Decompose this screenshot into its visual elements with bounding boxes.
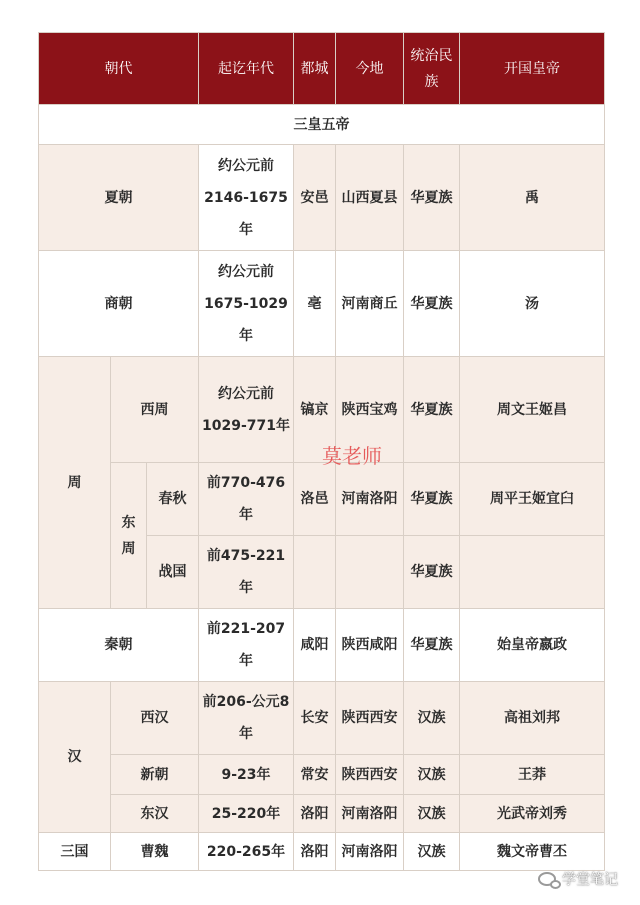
capital-cell: 安邑 [294,145,336,251]
years-cell: 约公元前1675-1029年 [199,251,294,357]
sub-dynasty-name: 曹魏 [111,833,199,871]
years-cell: 约公元前2146-1675年 [199,145,294,251]
ethnic-cell: 华夏族 [404,357,460,463]
table-row [39,609,605,682]
capital-cell: 镐京 [294,357,336,463]
sub-dynasty-name: 东周 [111,463,147,609]
table-row [39,251,605,357]
wechat-icon [538,872,556,886]
years-cell: 前475-221年 [199,536,294,609]
sub-dynasty-name: 新朝 [111,755,199,795]
dynasty-name: 夏朝 [39,145,199,251]
years-cell: 约公元前1029-771年 [199,357,294,463]
section-row [39,105,605,145]
account-footer [538,869,618,889]
ethnic-cell: 华夏族 [404,609,460,682]
founder-cell: 汤 [460,251,605,357]
ethnic-cell: 华夏族 [404,145,460,251]
capital-cell: 咸阳 [294,609,336,682]
header-capital: 都城 [294,33,336,105]
account-name: 学堂笔记 [562,872,618,888]
capital-cell [294,536,336,609]
header-place: 今地 [336,33,404,105]
watermark-text: 莫老师 [322,444,382,468]
place-cell: 陕西西安 [336,755,404,795]
capital-cell: 洛阳 [294,833,336,871]
ethnic-cell: 华夏族 [404,463,460,536]
founder-cell [460,536,605,609]
header-founder: 开国皇帝 [460,33,605,105]
place-cell: 河南洛阳 [336,833,404,871]
founder-cell: 始皇帝嬴政 [460,609,605,682]
years-cell: 9-23年 [199,755,294,795]
place-cell: 河南洛阳 [336,463,404,536]
dynasty-name: 周 [39,357,111,609]
table-row [39,682,605,755]
header-years: 起讫年代 [199,33,294,105]
place-cell: 陕西咸阳 [336,609,404,682]
section-title: 三皇五帝 [39,105,605,145]
ethnic-cell: 汉族 [404,795,460,833]
sub-dynasty-name: 战国 [147,536,199,609]
header-row [39,33,605,105]
capital-cell: 常安 [294,755,336,795]
ethnic-cell: 华夏族 [404,251,460,357]
founder-cell: 高祖刘邦 [460,682,605,755]
capital-cell: 洛阳 [294,795,336,833]
dynasty-name: 商朝 [39,251,199,357]
dynasty-name: 秦朝 [39,609,199,682]
years-cell: 前770-476年 [199,463,294,536]
years-cell: 25-220年 [199,795,294,833]
ethnic-cell: 汉族 [404,682,460,755]
sub-dynasty-name: 春秋 [147,463,199,536]
years-cell: 220-265年 [199,833,294,871]
table-row [39,463,605,536]
sub-dynasty-name: 西汉 [111,682,199,755]
header-dynasty: 朝代 [39,33,199,105]
table-row [39,145,605,251]
dynasty-name: 汉 [39,682,111,833]
founder-cell: 光武帝刘秀 [460,795,605,833]
ethnic-cell: 华夏族 [404,536,460,609]
years-cell: 前206-公元8年 [199,682,294,755]
header-ethnic: 统治民族 [404,33,460,105]
sub-dynasty-name: 西周 [111,357,199,463]
dynasty-name: 三国 [39,833,111,871]
capital-cell: 亳 [294,251,336,357]
ethnic-cell: 汉族 [404,755,460,795]
founder-cell: 周平王姬宜臼 [460,463,605,536]
founder-cell: 禹 [460,145,605,251]
place-cell: 陕西西安 [336,682,404,755]
sub-dynasty-name: 东汉 [111,795,199,833]
table-row [39,795,605,833]
place-cell: 河南商丘 [336,251,404,357]
ethnic-cell: 汉族 [404,833,460,871]
founder-cell: 周文王姬昌 [460,357,605,463]
capital-cell: 洛邑 [294,463,336,536]
founder-cell: 魏文帝曹丕 [460,833,605,871]
table-row [39,755,605,795]
place-cell: 山西夏县 [336,145,404,251]
capital-cell: 长安 [294,682,336,755]
place-cell: 陕西宝鸡 [336,357,404,463]
table-row [39,833,605,871]
place-cell [336,536,404,609]
years-cell: 前221-207年 [199,609,294,682]
place-cell: 河南洛阳 [336,795,404,833]
founder-cell: 王莽 [460,755,605,795]
